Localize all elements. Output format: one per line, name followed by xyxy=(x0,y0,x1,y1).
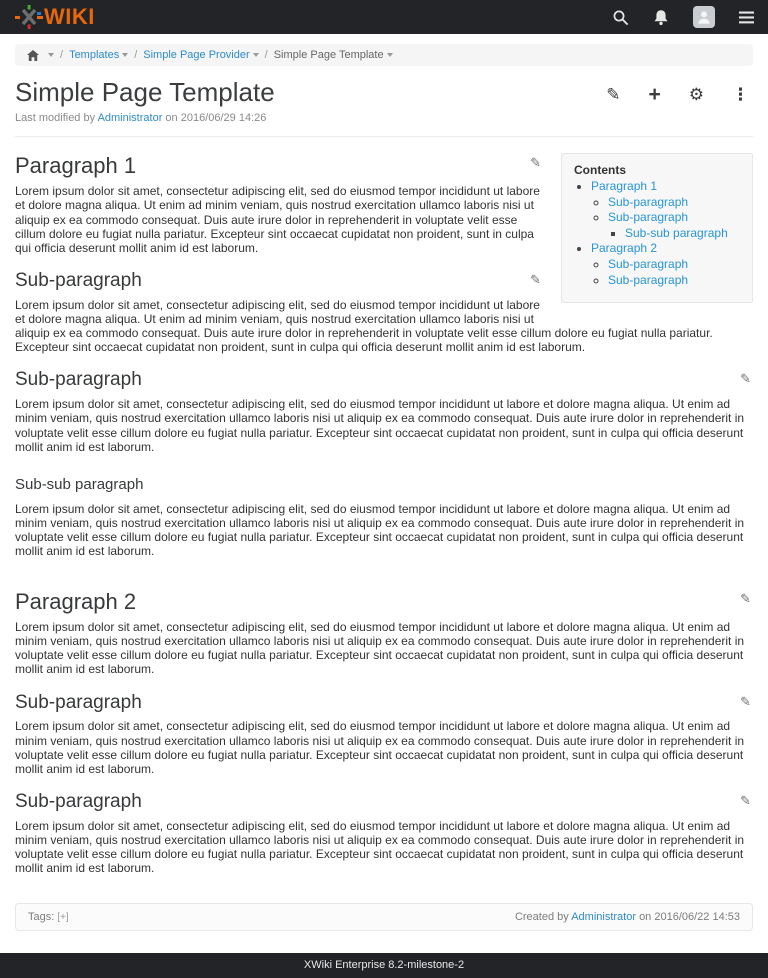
section-title: Sub-paragraph xyxy=(15,790,142,812)
page-title: Simple Page Template xyxy=(15,77,275,107)
toc-link-paragraph-1[interactable]: Paragraph 1 xyxy=(591,178,658,193)
created-prefix: Created by xyxy=(514,911,569,924)
document-info-bar xyxy=(15,903,753,931)
created-line xyxy=(515,911,740,923)
breadcrumb-separator: / xyxy=(134,49,138,61)
section-heading-sub-paragraph-2 xyxy=(15,369,753,392)
created-user-link[interactable]: Administrator xyxy=(571,911,636,924)
drawer-menu-icon[interactable] xyxy=(739,11,754,24)
edit-page-icon[interactable]: ✎ xyxy=(606,85,621,104)
section-body: Lorem ipsum dolor sit amet, consectetur adipiscing elit, sed do eiusmod tempor incididunt ut labore et dolore magna aliqua. Ut enim ad minim veniam, quis nostrud exercitation ullamco laboris nisi ut aliquip ex ea commodo consequat. Duis aute irure dolor in reprehenderit in voluptate velit esse cillum dolore eu fugiat nulla pariatur. Excepteur sint occaecat cupidatat non proident, sunt in culpa qui officia deserunt mollit anim id est laborum. xyxy=(15,397,745,454)
toc-link-paragraph-2[interactable]: Paragraph 2 xyxy=(591,241,658,256)
toc-item xyxy=(591,241,742,287)
avatar-image xyxy=(693,6,715,28)
version-text: XWiki Enterprise 8.2-milestone-2 xyxy=(303,959,465,972)
breadcrumb-item-templates[interactable] xyxy=(69,49,128,61)
bell-icon[interactable] xyxy=(653,9,669,26)
section-heading-sub-sub-paragraph xyxy=(15,476,753,494)
xwiki-logo-text: WIKI xyxy=(44,4,95,29)
page-header xyxy=(15,78,753,137)
breadcrumb-item-current[interactable] xyxy=(274,49,393,61)
edit-section-icon[interactable]: ✎ xyxy=(530,154,541,170)
tags-label: Tags: xyxy=(28,911,55,924)
toc-item xyxy=(608,257,742,272)
section-body: Lorem ipsum dolor sit amet, consectetur adipiscing elit, sed do eiusmod tempor incididunt ut labore et dolore magna aliqua. Ut enim ad minim veniam, quis nostrud exercitation ullamco laboris nisi ut aliquip ex ea commodo consequat. Duis aute irure dolor in reprehenderit in voluptate velit esse cillum dolore eu fugiat nulla pariatur. Excepteur sint occaecat cupidatat non proident, sunt in culpa qui officia deserunt mollit anim id est laborum. xyxy=(15,297,713,355)
modified-suffix: on 2016/06/29 14:26 xyxy=(165,111,267,124)
page-content xyxy=(15,137,753,882)
breadcrumb-separator: / xyxy=(264,49,268,61)
xwiki-logo[interactable] xyxy=(14,4,95,30)
created-suffix: on 2016/06/22 14:53 xyxy=(639,911,740,924)
section-body: Lorem ipsum dolor sit amet, consectetur adipiscing elit, sed do eiusmod tempor incididunt ut labore et dolore magna aliqua. Ut enim ad minim veniam, quis nostrud exercitation ullamco laboris nisi ut aliquip ex ea commodo consequat. Duis aute irure dolor in reprehenderit in voluptate velit esse cillum dolore eu fugiat nulla pariatur. Excepteur sint occaecat cupidatat non proident, sunt in culpa qui officia deserunt mollit anim id est laborum. xyxy=(15,184,540,255)
section-body: Lorem ipsum dolor sit amet, consectetur adipiscing elit, sed do eiusmod tempor incididunt ut labore et dolore magna aliqua. Ut enim ad minim veniam, quis nostrud exercitation ullamco laboris nisi ut aliquip ex ea commodo consequat. Duis aute irure dolor in reprehenderit in voluptate velit esse cillum dolore eu fugiat nulla pariatur. Excepteur sint occaecat cupidatat non proident, sunt in culpa qui officia deserunt mollit anim id est laborum. xyxy=(15,501,745,559)
xwiki-logo-mark xyxy=(14,4,44,30)
toc-item xyxy=(591,179,742,241)
section-heading-sub-paragraph-3 xyxy=(15,692,753,715)
topbar-actions xyxy=(612,6,754,28)
toc-title: Contents xyxy=(574,162,626,177)
toc-item xyxy=(608,210,742,240)
section-heading-sub-paragraph-4 xyxy=(15,791,753,814)
breadcrumb-separator: / xyxy=(60,49,64,61)
section-body: Lorem ipsum dolor sit amet, consectetur adipiscing elit, sed do eiusmod tempor incididunt ut labore et dolore magna aliqua. Ut enim ad minim veniam, quis nostrud exercitation ullamco laboris nisi ut aliquip ex ea commodo consequat. Duis aute irure dolor in reprehenderit in voluptate velit esse cillum dolore eu fugiat nulla pariatur. Excepteur sint occaecat cupidatat non proident, sunt in culpa qui officia deserunt mollit anim id est laborum. xyxy=(15,619,745,677)
last-modified-line xyxy=(15,112,753,124)
toc-item xyxy=(608,273,742,288)
breadcrumb xyxy=(15,44,753,66)
gear-icon[interactable]: ⚙ xyxy=(688,85,704,104)
search-icon[interactable] xyxy=(612,9,629,26)
toc-link-sub-paragraph[interactable]: Sub-paragraph xyxy=(608,194,689,209)
section-body: Lorem ipsum dolor sit amet, consectetur adipiscing elit, sed do eiusmod tempor incididunt ut labore et dolore magna aliqua. Ut enim ad minim veniam, quis nostrud exercitation ullamco laboris nisi ut aliquip ex ea commodo consequat. Duis aute irure dolor in reprehenderit in voluptate velit esse cillum dolore eu fugiat nulla pariatur. Excepteur sint occaecat cupidatat non proident, sunt in culpa qui officia deserunt mollit anim id est laborum. xyxy=(15,719,745,776)
modified-prefix: Last modified by xyxy=(15,111,96,124)
section-title: Sub-sub paragraph xyxy=(15,475,144,493)
toc-link-sub-paragraph[interactable]: Sub-paragraph xyxy=(608,210,689,225)
chevron-down-icon[interactable] xyxy=(122,53,128,57)
toc-link-sub-sub-paragraph[interactable]: Sub-sub paragraph xyxy=(625,225,728,240)
toc-item xyxy=(608,195,742,210)
edit-section-icon[interactable]: ✎ xyxy=(530,272,541,288)
breadcrumb-current-label: Simple Page Template xyxy=(273,49,384,61)
toc-link-sub-paragraph[interactable]: Sub-paragraph xyxy=(608,272,689,287)
edit-section-icon[interactable]: ✎ xyxy=(740,693,751,709)
section-body: Lorem ipsum dolor sit amet, consectetur adipiscing elit, sed do eiusmod tempor incididunt ut labore et dolore magna aliqua. Ut enim ad minim veniam, quis nostrud exercitation ullamco laboris nisi ut aliquip ex ea commodo consequat. Duis aute irure dolor in reprehenderit in voluptate velit esse cillum dolore eu fugiat nulla pariatur. Excepteur sint occaecat cupidatat non proident, sunt in culpa qui officia deserunt mollit anim id est laborum. xyxy=(15,818,745,876)
footer-version-bar xyxy=(0,953,768,978)
breadcrumb-item-simple-page-provider[interactable] xyxy=(143,49,258,61)
section-title: Sub-paragraph xyxy=(15,270,142,292)
section-title: Paragraph 2 xyxy=(15,588,137,614)
section-title: Paragraph 1 xyxy=(15,152,137,178)
user-avatar[interactable] xyxy=(693,6,715,28)
chevron-down-icon[interactable] xyxy=(253,53,259,57)
page-action-toolbar xyxy=(606,78,753,105)
chevron-down-icon[interactable] xyxy=(387,53,393,57)
toc-link-sub-paragraph[interactable]: Sub-paragraph xyxy=(608,257,689,272)
section-title: Sub-paragraph xyxy=(15,691,142,713)
section-heading-paragraph-2 xyxy=(15,589,753,615)
top-navigation-bar xyxy=(0,0,768,34)
home-caret-icon[interactable] xyxy=(48,53,54,57)
edit-section-icon[interactable]: ✎ xyxy=(740,371,751,387)
section-title: Sub-paragraph xyxy=(15,369,142,391)
edit-section-icon[interactable]: ✎ xyxy=(740,792,751,808)
breadcrumb-link[interactable]: Simple Page Provider xyxy=(143,49,250,61)
modified-user-link[interactable]: Administrator xyxy=(97,111,163,124)
more-actions-icon[interactable]: ⋮ xyxy=(732,85,749,104)
home-icon[interactable] xyxy=(27,50,39,61)
toc-item xyxy=(625,226,742,241)
create-page-icon[interactable]: + xyxy=(648,83,661,106)
add-tag-button[interactable]: [+] xyxy=(57,911,69,923)
breadcrumb-link[interactable]: Templates xyxy=(69,49,120,61)
table-of-contents xyxy=(561,153,753,303)
edit-section-icon[interactable]: ✎ xyxy=(740,590,751,606)
